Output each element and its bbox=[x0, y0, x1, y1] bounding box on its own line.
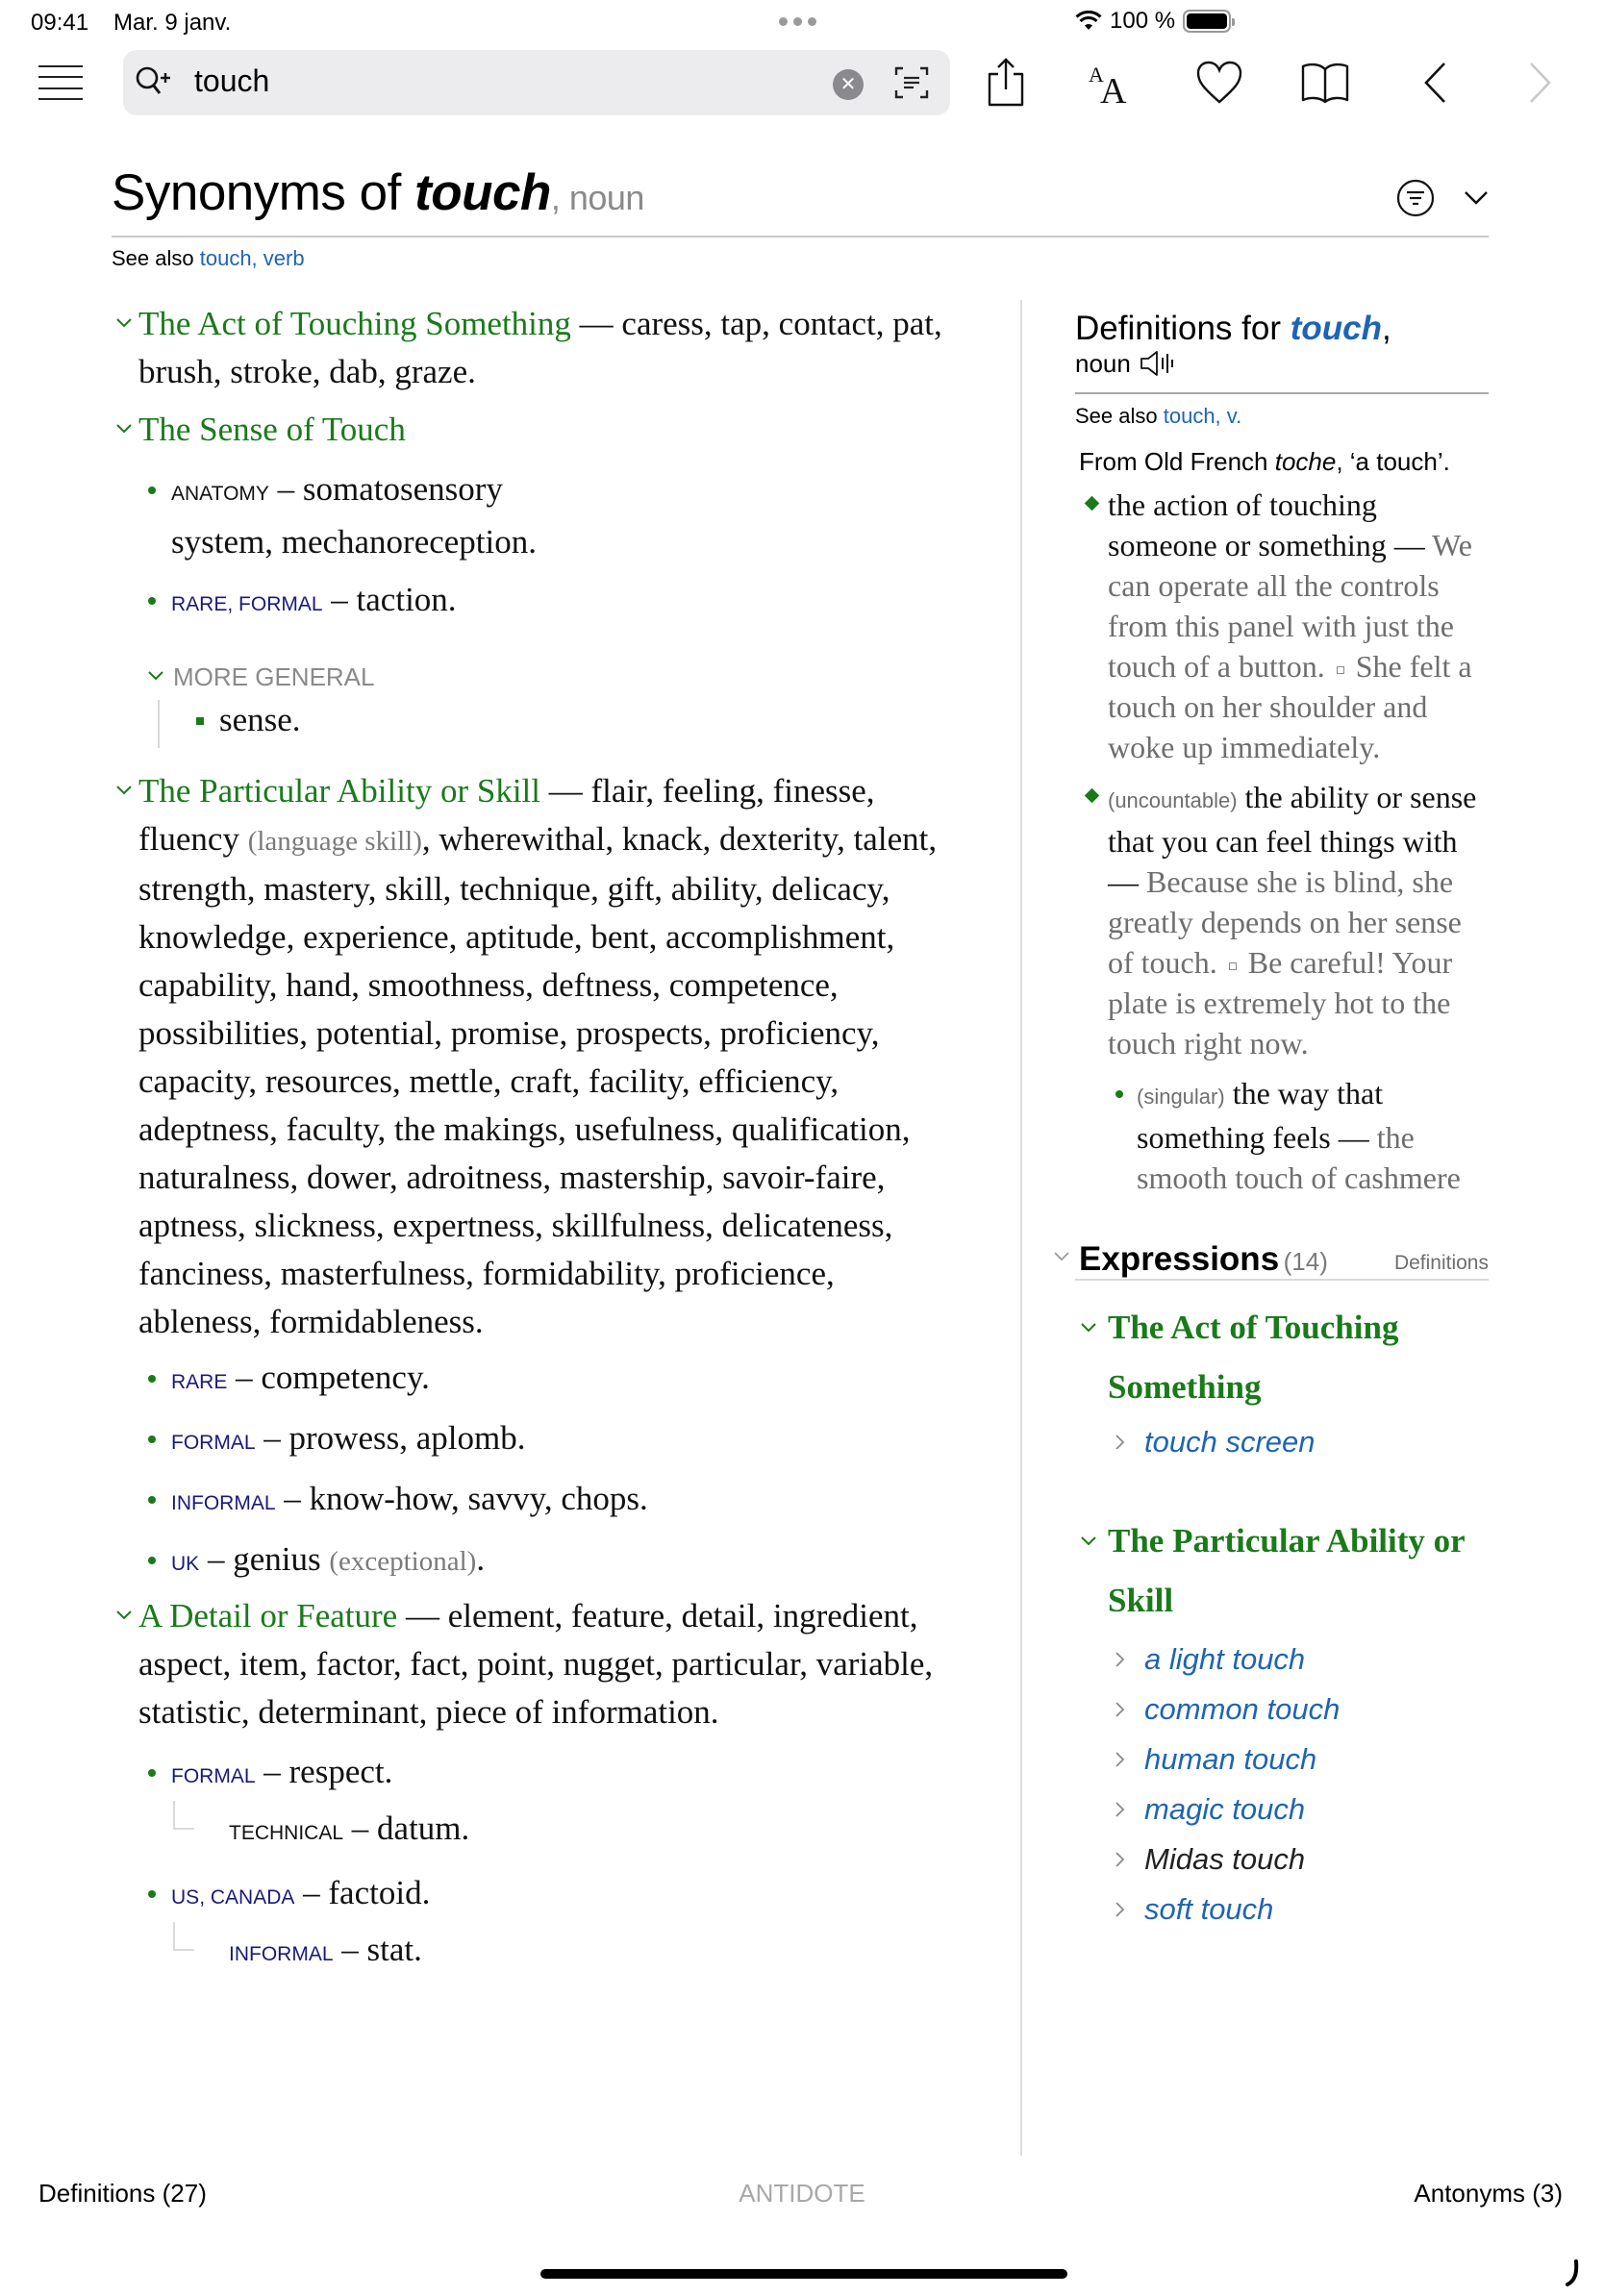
definitions-tab[interactable]: Definitions (27) bbox=[38, 2179, 207, 2208]
usage-synonyms: – factoid. bbox=[294, 1874, 431, 1911]
expression-item[interactable] bbox=[1108, 1834, 1489, 1884]
chevron-down-icon[interactable] bbox=[148, 671, 163, 681]
chevron-down-icon[interactable] bbox=[1081, 1536, 1096, 1546]
section-heading[interactable]: The Particular Ability or Skill bbox=[138, 772, 541, 810]
forward-chevron-icon[interactable] bbox=[1514, 56, 1567, 110]
pencil-hook-icon bbox=[1566, 2259, 1579, 2286]
page-title bbox=[112, 163, 644, 222]
expression-item[interactable] bbox=[1108, 1635, 1489, 1685]
bullet-icon bbox=[148, 487, 156, 494]
diamond-bullet-icon bbox=[1085, 496, 1100, 512]
see-also-link[interactable]: touch, v. bbox=[1163, 404, 1242, 428]
usage-label: INFORMAL bbox=[229, 1943, 334, 1965]
bullet-icon bbox=[148, 1496, 156, 1504]
usage-label: CANADA bbox=[210, 1886, 295, 1909]
scan-text-icon[interactable] bbox=[892, 63, 931, 102]
usage-label: UK bbox=[171, 1553, 200, 1575]
tree-line bbox=[173, 1922, 194, 1951]
grammar-note: (singular) bbox=[1137, 1085, 1225, 1109]
definitions-title-prefix: Definitions for bbox=[1075, 310, 1291, 347]
usage-label: RARE bbox=[171, 1371, 228, 1393]
svg-text:A: A bbox=[1100, 71, 1127, 107]
chevron-down-icon[interactable] bbox=[115, 1610, 133, 1621]
tree-line bbox=[158, 700, 160, 748]
section-heading[interactable]: The Sense of Touch bbox=[138, 411, 406, 448]
synonym-note: (exceptional) bbox=[329, 1546, 477, 1577]
chevron-right-icon bbox=[1115, 1702, 1125, 1717]
bullet-icon bbox=[148, 1557, 156, 1564]
expression-item[interactable] bbox=[1108, 1417, 1489, 1467]
status-bar bbox=[0, 0, 1604, 44]
see-also bbox=[112, 246, 305, 271]
section-heading[interactable]: The Act of Touching Something bbox=[138, 305, 571, 342]
bullet-icon bbox=[148, 597, 156, 605]
definitions-see-also bbox=[1075, 404, 1489, 429]
expression-item[interactable] bbox=[1108, 1784, 1489, 1834]
expression-item[interactable] bbox=[1108, 1685, 1489, 1734]
heart-icon[interactable] bbox=[1192, 56, 1246, 110]
usage-synonyms: – respect. bbox=[255, 1753, 393, 1790]
app-name: ANTIDOTE bbox=[739, 2179, 865, 2208]
example-text: Because she is blind, she greatly depends on her sense of touch. bbox=[1108, 864, 1462, 980]
usage-item bbox=[112, 576, 958, 629]
section-heading[interactable]: A Detail or Feature bbox=[138, 1597, 398, 1635]
usage-item bbox=[112, 1535, 958, 1588]
header-divider bbox=[112, 236, 1489, 237]
usage-synonyms: – genius bbox=[199, 1540, 330, 1578]
bullet-icon bbox=[148, 1769, 156, 1777]
see-also-label: See also bbox=[1075, 404, 1164, 428]
menu-icon[interactable] bbox=[38, 65, 83, 100]
bullet-icon bbox=[1115, 1090, 1123, 1098]
separator-icon bbox=[1337, 666, 1344, 674]
usage-synonyms: – know-how, savvy, chops. bbox=[275, 1480, 648, 1517]
battery-icon bbox=[1183, 10, 1231, 33]
definition-text: the ability or sense that you can feel things with — bbox=[1108, 780, 1477, 899]
status-time: 09:41 bbox=[31, 10, 89, 36]
chevron-right-icon bbox=[1115, 1652, 1125, 1667]
etymology-text: From Old French bbox=[1079, 447, 1275, 476]
usage-subitem bbox=[112, 1805, 958, 1858]
separator-icon bbox=[1229, 962, 1237, 970]
usage-item bbox=[112, 1475, 958, 1528]
section-synonyms: — element, feature, detail, ingredient, aspect, item, factor, fact, point, nugget, particular, variable, statistic, determinant, piece of information. bbox=[138, 1597, 934, 1731]
book-icon[interactable] bbox=[1298, 56, 1352, 110]
synonym-section bbox=[112, 1592, 958, 1736]
usage-label: FORMAL bbox=[171, 1432, 256, 1454]
text-size-icon[interactable] bbox=[1085, 56, 1139, 110]
usage-label: INFORMAL bbox=[171, 1492, 276, 1514]
square-bullet-icon bbox=[196, 717, 204, 725]
definitions-divider bbox=[1075, 392, 1489, 394]
tree-line bbox=[173, 1801, 194, 1830]
chevron-down-icon[interactable] bbox=[115, 785, 133, 796]
definition-subsense bbox=[1075, 1073, 1489, 1198]
speaker-icon[interactable] bbox=[1139, 349, 1175, 378]
more-general-synonym: sense. bbox=[219, 701, 301, 738]
toolbar bbox=[0, 50, 1604, 115]
bullet-icon bbox=[148, 1375, 156, 1383]
usage-synonyms: – somatosensory system, mechanoreception. bbox=[171, 470, 538, 561]
usage-synonyms: – prowess, aplomb. bbox=[255, 1419, 526, 1457]
expression-text[interactable]: soft touch bbox=[1144, 1892, 1274, 1926]
expressions-count: (14) bbox=[1283, 1247, 1328, 1276]
usage-label: FORMAL bbox=[171, 1765, 256, 1787]
wifi-icon bbox=[1075, 11, 1102, 32]
usage-label: RARE bbox=[171, 593, 228, 615]
expression-text[interactable]: magic touch bbox=[1144, 1792, 1306, 1826]
expressions-definitions-link[interactable]: Definitions bbox=[1393, 1252, 1489, 1274]
example-text: the smooth touch of cashmere bbox=[1137, 1120, 1461, 1195]
usage-item bbox=[112, 465, 958, 566]
more-general-block bbox=[112, 658, 958, 744]
definitions-pos bbox=[1075, 348, 1489, 379]
bullet-icon bbox=[148, 1435, 156, 1443]
synonym-note: (language skill) bbox=[247, 826, 422, 857]
expression-group-heading[interactable]: The Particular Ability or Skill bbox=[1108, 1522, 1466, 1619]
chevron-right-icon bbox=[1115, 1902, 1125, 1917]
section-synonyms: — flair, feeling, finesse, fluency bbox=[138, 772, 875, 858]
part-of-speech: noun bbox=[1075, 349, 1131, 378]
expression-text[interactable]: a light touch bbox=[1144, 1642, 1306, 1676]
synonym-section bbox=[112, 767, 958, 1346]
usage-label: ANATOMY bbox=[171, 483, 269, 505]
search-bar[interactable] bbox=[123, 50, 950, 115]
chevron-right-icon bbox=[1115, 1852, 1125, 1867]
punctuation: . bbox=[476, 1540, 486, 1578]
home-indicator[interactable] bbox=[540, 2269, 1067, 2279]
definition-text: the way that something feels — bbox=[1137, 1076, 1384, 1155]
usage-item bbox=[112, 1748, 958, 1801]
usage-synonyms: – stat. bbox=[333, 1931, 422, 1968]
etymology-word: toche bbox=[1274, 447, 1337, 476]
example-text: She felt a touch on her shoulder and woke up immediately. bbox=[1108, 649, 1472, 764]
example-text: Be careful! Your plate is extremely hot to the touch right now. bbox=[1108, 945, 1453, 1061]
synonyms-list bbox=[112, 300, 958, 1979]
svg-text:A: A bbox=[1089, 62, 1104, 87]
usage-synonyms: – taction. bbox=[322, 581, 457, 618]
usage-item bbox=[112, 1869, 958, 1922]
usage-item bbox=[112, 1414, 958, 1467]
usage-synonyms: – datum. bbox=[343, 1809, 470, 1847]
definition-sense bbox=[1075, 777, 1489, 1063]
chevron-down-icon[interactable] bbox=[115, 317, 133, 329]
definitions-panel bbox=[1075, 310, 1489, 1934]
multitasking-dots-icon[interactable] bbox=[779, 17, 816, 26]
bottom-bar bbox=[0, 2179, 1604, 2217]
filter-icon[interactable] bbox=[1396, 179, 1435, 217]
label-separator: , bbox=[199, 1886, 211, 1909]
usage-label: US bbox=[171, 1886, 200, 1909]
expression-text[interactable]: human touch bbox=[1144, 1742, 1317, 1776]
expression-text[interactable]: Midas touch bbox=[1144, 1842, 1306, 1876]
chevron-right-icon bbox=[1115, 1752, 1125, 1767]
expressions-title: Expressions bbox=[1079, 1240, 1280, 1278]
definitions-title bbox=[1075, 310, 1489, 348]
chevron-down-icon[interactable] bbox=[1081, 1323, 1096, 1333]
see-also-label: See also bbox=[112, 246, 200, 270]
see-also-link[interactable]: touch, verb bbox=[199, 246, 305, 270]
expressions-header bbox=[1075, 1240, 1489, 1281]
expression-text[interactable]: common touch bbox=[1144, 1692, 1341, 1726]
chevron-down-icon[interactable] bbox=[1464, 190, 1489, 206]
section-synonyms: — caress, tap, contact, pat, brush, stroke, dab, graze. bbox=[138, 305, 942, 390]
diamond-bullet-icon bbox=[1085, 788, 1100, 804]
antonyms-tab[interactable]: Antonyms (3) bbox=[1414, 2179, 1563, 2208]
definitions-title-word[interactable]: touch bbox=[1290, 310, 1382, 347]
battery-percent: 100 % bbox=[1110, 8, 1176, 34]
definition-sense bbox=[1075, 485, 1489, 767]
expression-group bbox=[1075, 1298, 1489, 1467]
etymology-text: , ‘a touch’. bbox=[1336, 447, 1450, 476]
back-chevron-icon[interactable] bbox=[1408, 56, 1462, 110]
title-tools bbox=[1396, 179, 1489, 217]
search-plus-icon bbox=[133, 63, 175, 102]
chevron-right-icon bbox=[1115, 1435, 1125, 1450]
grammar-note: (uncountable) bbox=[1108, 788, 1238, 812]
chevron-down-icon[interactable] bbox=[115, 423, 133, 435]
usage-item bbox=[112, 1354, 958, 1407]
expression-group-heading[interactable]: The Act of Touching Something bbox=[1108, 1309, 1399, 1406]
status-right bbox=[1075, 8, 1489, 35]
definition-text: the action of touching someone or something — bbox=[1108, 487, 1433, 562]
more-general-item bbox=[171, 696, 958, 744]
title-prefix: Synonyms of bbox=[112, 164, 415, 221]
usage-label: TECHNICAL bbox=[229, 1822, 344, 1844]
chevron-down-icon[interactable] bbox=[1054, 1252, 1069, 1261]
expression-item[interactable] bbox=[1108, 1884, 1489, 1934]
clear-icon[interactable]: ✕ bbox=[833, 69, 864, 100]
synonym-section bbox=[112, 406, 958, 454]
title-pos: , noun bbox=[550, 178, 644, 217]
more-general-label[interactable]: MORE GENERAL bbox=[173, 662, 375, 691]
etymology bbox=[1075, 444, 1489, 479]
status-date: Mar. 9 janv. bbox=[113, 10, 232, 36]
title-word: touch bbox=[414, 164, 551, 221]
column-divider[interactable] bbox=[1020, 300, 1022, 2156]
expression-group bbox=[1075, 1511, 1489, 1934]
section-synonyms: , wherewithal, knack, dexterity, talent, strength, mastery, skill, technique, gift, ability, delicacy, knowledge, experience, aptitude, bent, accomplishment, capability, hand, smoothness, deftness, competence, possibilities, potential, promise, prospects, proficiency, capacity, resources, mettle, craft, facility, efficiency, adeptness, faculty, the makings, usefulness, qualification, naturalness, dower, adroitness, mastership, savoir-faire, aptness, slickness, expertness, skillfulness, delicateness, fanciness, masterfulness, formidability, proficience, ableness, formidableness. bbox=[138, 820, 938, 1340]
usage-subitem bbox=[112, 1926, 958, 1979]
punctuation: , bbox=[1381, 310, 1391, 347]
expression-item[interactable] bbox=[1108, 1734, 1489, 1784]
usage-label: FORMAL bbox=[238, 593, 323, 615]
expression-text[interactable]: touch screen bbox=[1144, 1425, 1316, 1459]
search-input[interactable] bbox=[194, 63, 771, 99]
share-icon[interactable] bbox=[979, 56, 1033, 110]
example-text: We can operate all the controls from this panel with just the touch of a button. bbox=[1108, 528, 1472, 684]
label-separator: , bbox=[227, 593, 239, 615]
synonym-section bbox=[112, 300, 958, 396]
chevron-right-icon bbox=[1115, 1802, 1125, 1817]
usage-synonyms: – competency. bbox=[227, 1359, 430, 1396]
bullet-icon bbox=[148, 1890, 156, 1898]
